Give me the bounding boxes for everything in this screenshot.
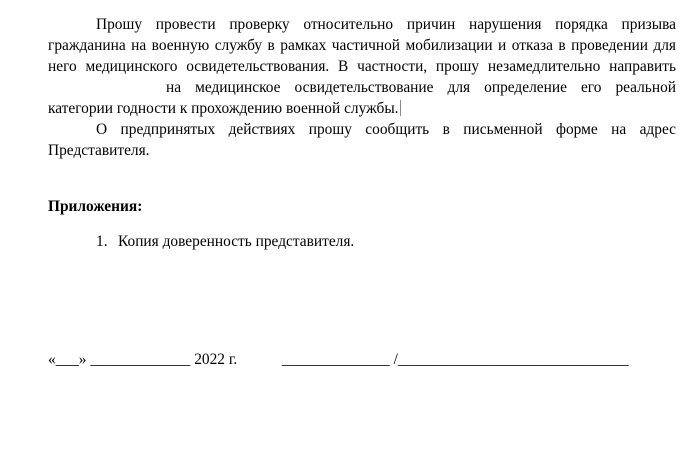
text-cursor — [400, 100, 401, 116]
attachments-heading: Приложения: — [48, 198, 143, 215]
paragraph-2-line-1: О предпринятых действиях прошу сообщить в письменной форме на адрес — [96, 121, 676, 138]
paragraph-1-line-3: него медицинского освидетельствования. В частности, прошу незамедлительно направить — [48, 58, 676, 75]
paragraph-1-line-5 — [48, 98, 676, 119]
paragraph-2-line-2: Представителя. — [48, 142, 150, 159]
paragraph-1-line-5-text: категории годности к прохождению военной службы. — [48, 100, 399, 117]
attachment-item-number: 1. — [96, 233, 108, 250]
paragraph-1-line-1: Прошу провести проверку относительно причин нарушения порядка призыва — [96, 16, 676, 33]
paragraph-1-line-4: на медицинское освидетельствование для определение его реальной — [166, 79, 676, 96]
attachment-item-text: Копия доверенность представителя. — [118, 233, 355, 250]
date-field: «___» _____________ 2022 г. — [48, 351, 238, 368]
signature-line: ______________ /______________________________ — [282, 351, 629, 368]
paragraph-1-line-2: гражданина на военную службу в рамках частичной мобилизации и отказа в проведении для — [48, 37, 676, 54]
